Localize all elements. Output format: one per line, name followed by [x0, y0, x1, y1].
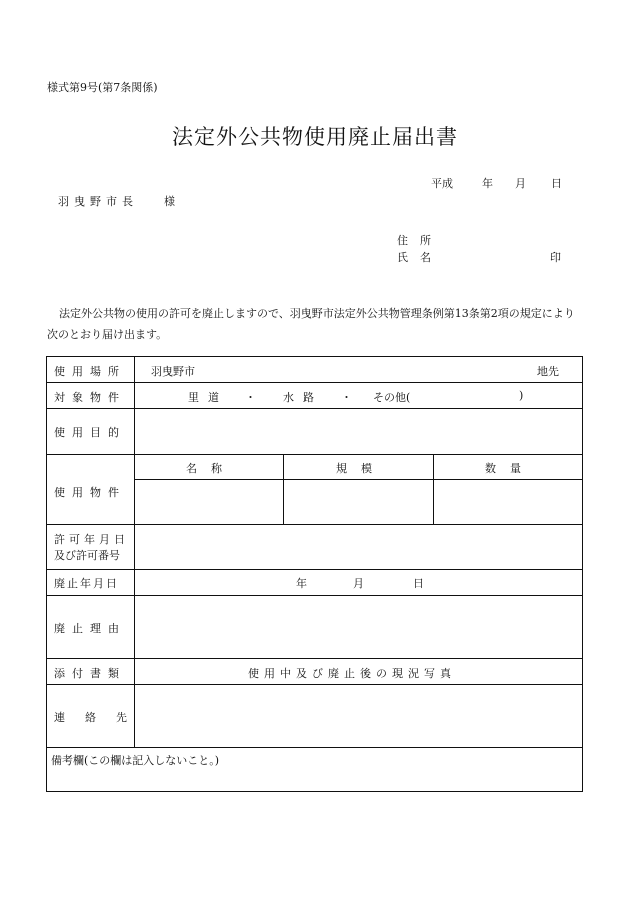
- location-label: 使用場所: [54, 365, 126, 378]
- date-day: 日: [551, 177, 562, 190]
- date-era: 平成: [431, 177, 453, 190]
- name-label: 氏名: [397, 251, 443, 264]
- attachments-label: 添付書類: [54, 667, 126, 680]
- row-divider: [47, 595, 582, 596]
- location-value: 羽曳野市: [151, 365, 195, 378]
- remarks-label: 備考欄(この欄は記入しないこと。): [51, 754, 220, 767]
- row-divider: [47, 408, 582, 409]
- contact-label: 連絡先: [54, 711, 147, 724]
- target-separator: ・: [341, 391, 352, 404]
- location-suffix: 地先: [537, 365, 559, 378]
- purpose-label: 使用目的: [54, 426, 126, 439]
- objects-col-quantity: 数量: [485, 462, 535, 475]
- objects-label: 使用物件: [54, 486, 126, 499]
- row-divider: [47, 569, 582, 570]
- target-option-waterway: 水路: [283, 391, 323, 404]
- row-divider: [47, 684, 582, 685]
- abolish-date-month: 月: [353, 577, 364, 590]
- row-divider: [47, 747, 582, 748]
- column-divider: [433, 454, 434, 524]
- target-option-other: その他(: [373, 391, 411, 404]
- target-option-road: 里道: [188, 391, 228, 404]
- target-label: 対象物件: [54, 391, 126, 404]
- row-divider: [47, 382, 582, 383]
- date-year: 年: [482, 177, 493, 190]
- seal-mark: 印: [550, 251, 561, 264]
- target-close-paren: ): [519, 389, 524, 402]
- address-label: 住所: [397, 234, 443, 247]
- body-text: 法定外公共物の使用の許可を廃止しますので、羽曳野市法定外公共物管理条例第13条第2項の規定により次のとおり届け出ます。: [47, 307, 575, 341]
- column-divider: [134, 357, 135, 747]
- objects-col-scale: 規模: [336, 462, 386, 475]
- document-title: 法定外公共物使用廃止届出書: [172, 125, 458, 149]
- objects-col-name: 名称: [186, 462, 236, 475]
- permit-label-line1: 許可年月日: [54, 533, 129, 546]
- column-divider: [283, 454, 284, 524]
- row-divider: [47, 524, 582, 525]
- abolish-date-year: 年: [296, 577, 307, 590]
- application-table: [46, 356, 583, 792]
- permit-label-line2: 及び許可番号: [54, 549, 120, 562]
- row-divider: [134, 479, 582, 480]
- abolish-date-label: 廃止年月日: [54, 577, 119, 590]
- attachments-value: 使用中及び廃止後の現況写真: [248, 667, 456, 680]
- row-divider: [47, 658, 582, 659]
- row-divider: [47, 454, 582, 455]
- abolish-date-day: 日: [413, 577, 424, 590]
- addressee-honorific: 様: [164, 195, 175, 208]
- addressee-name: 羽曳野市長: [58, 195, 138, 208]
- form-number: 様式第9号(第7条関係): [47, 81, 158, 94]
- date-month: 月: [515, 177, 526, 190]
- target-separator: ・: [245, 391, 256, 404]
- reason-label: 廃止理由: [54, 622, 126, 635]
